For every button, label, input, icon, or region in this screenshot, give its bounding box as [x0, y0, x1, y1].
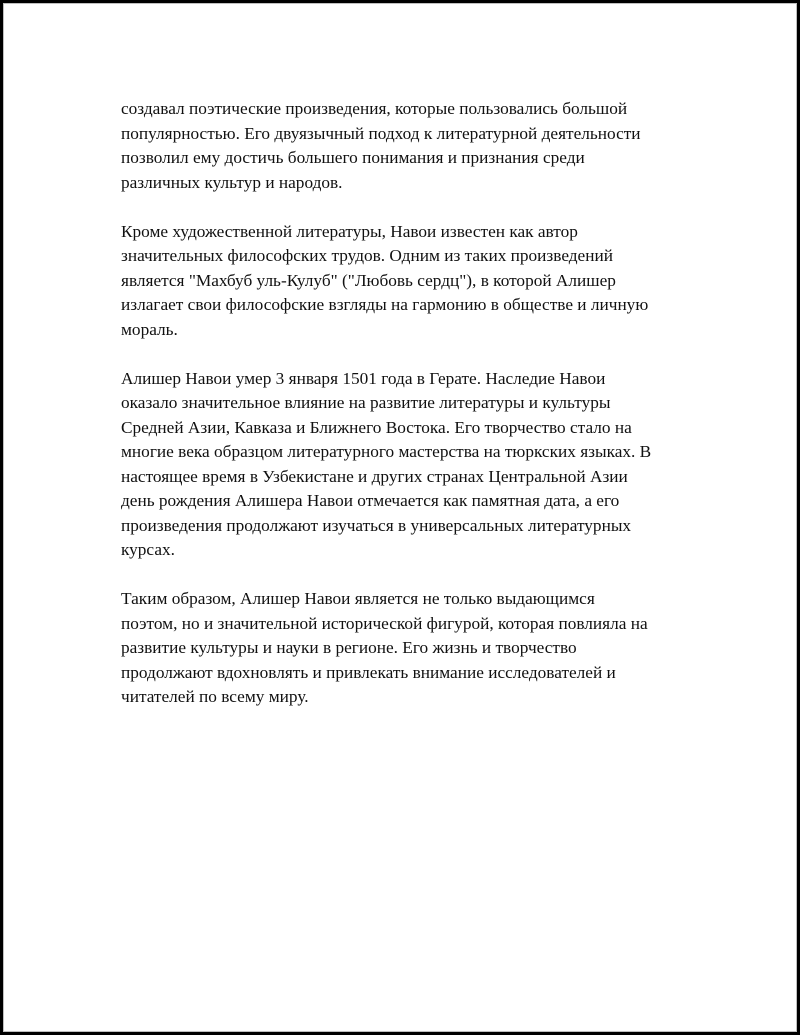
text-line: мораль. [121, 319, 178, 339]
text-line: произведения продолжают изучаться в универсальных литературных [121, 515, 632, 535]
paragraph-4 [121, 587, 701, 710]
text-line: читателей по всему миру. [121, 687, 309, 706]
text-line: день рождения Алишера Навои отмечается как памятная дата, а его [121, 491, 620, 510]
text-line: Кроме художественной литературы, Навои известен как автор [121, 221, 578, 241]
text-line: различных культур и народов. [121, 172, 343, 192]
paragraph-2 [121, 220, 701, 343]
text-line: продолжают вдохновлять и привлекать внимание исследователей и [121, 662, 616, 682]
text-line: создавал поэтические произведения, которые пользовались большой [121, 99, 628, 118]
paragraph-3 [121, 367, 701, 563]
text-line: Средней Азии, Кавказа и Ближнего Востока. Его творчество стало на [121, 417, 632, 437]
text-line: курсах. [121, 540, 175, 559]
text-line: развитие культуры и науки в регионе. Его жизнь и творчество [121, 638, 577, 657]
text-line: популярностью. Его двуязычный подход к литературной деятельности [121, 123, 641, 143]
text-line: Таким образом, Алишер Навои является не только выдающимся [121, 589, 595, 608]
text-line: поэтом, но и значительной исторической фигурой, которая повлияла на [121, 613, 648, 633]
text-line: является "Махбуб уль-Кулуб" ("Любовь сердц"), в которой Алишер [121, 270, 616, 290]
text-line: излагает свои философские взгляды на гармонию в обществе и личную [121, 295, 649, 314]
text-line: многие века образцом литературного мастерства на тюркских языках. В [121, 442, 652, 461]
paragraph-1 [121, 97, 701, 195]
text-line: позволил ему достичь большего понимания и признания среди [121, 148, 585, 167]
text-line: оказало значительное влияние на развитие литературы и культуры [121, 393, 611, 412]
text-line: настоящее время в Узбекистане и других странах Центральной Азии [121, 466, 628, 486]
text-line: Алишер Навои умер 3 января 1501 года в Герате. Наследие Навои [121, 368, 606, 388]
document-body [121, 97, 701, 734]
text-line: значительных философских трудов. Одним из таких произведений [121, 246, 613, 265]
